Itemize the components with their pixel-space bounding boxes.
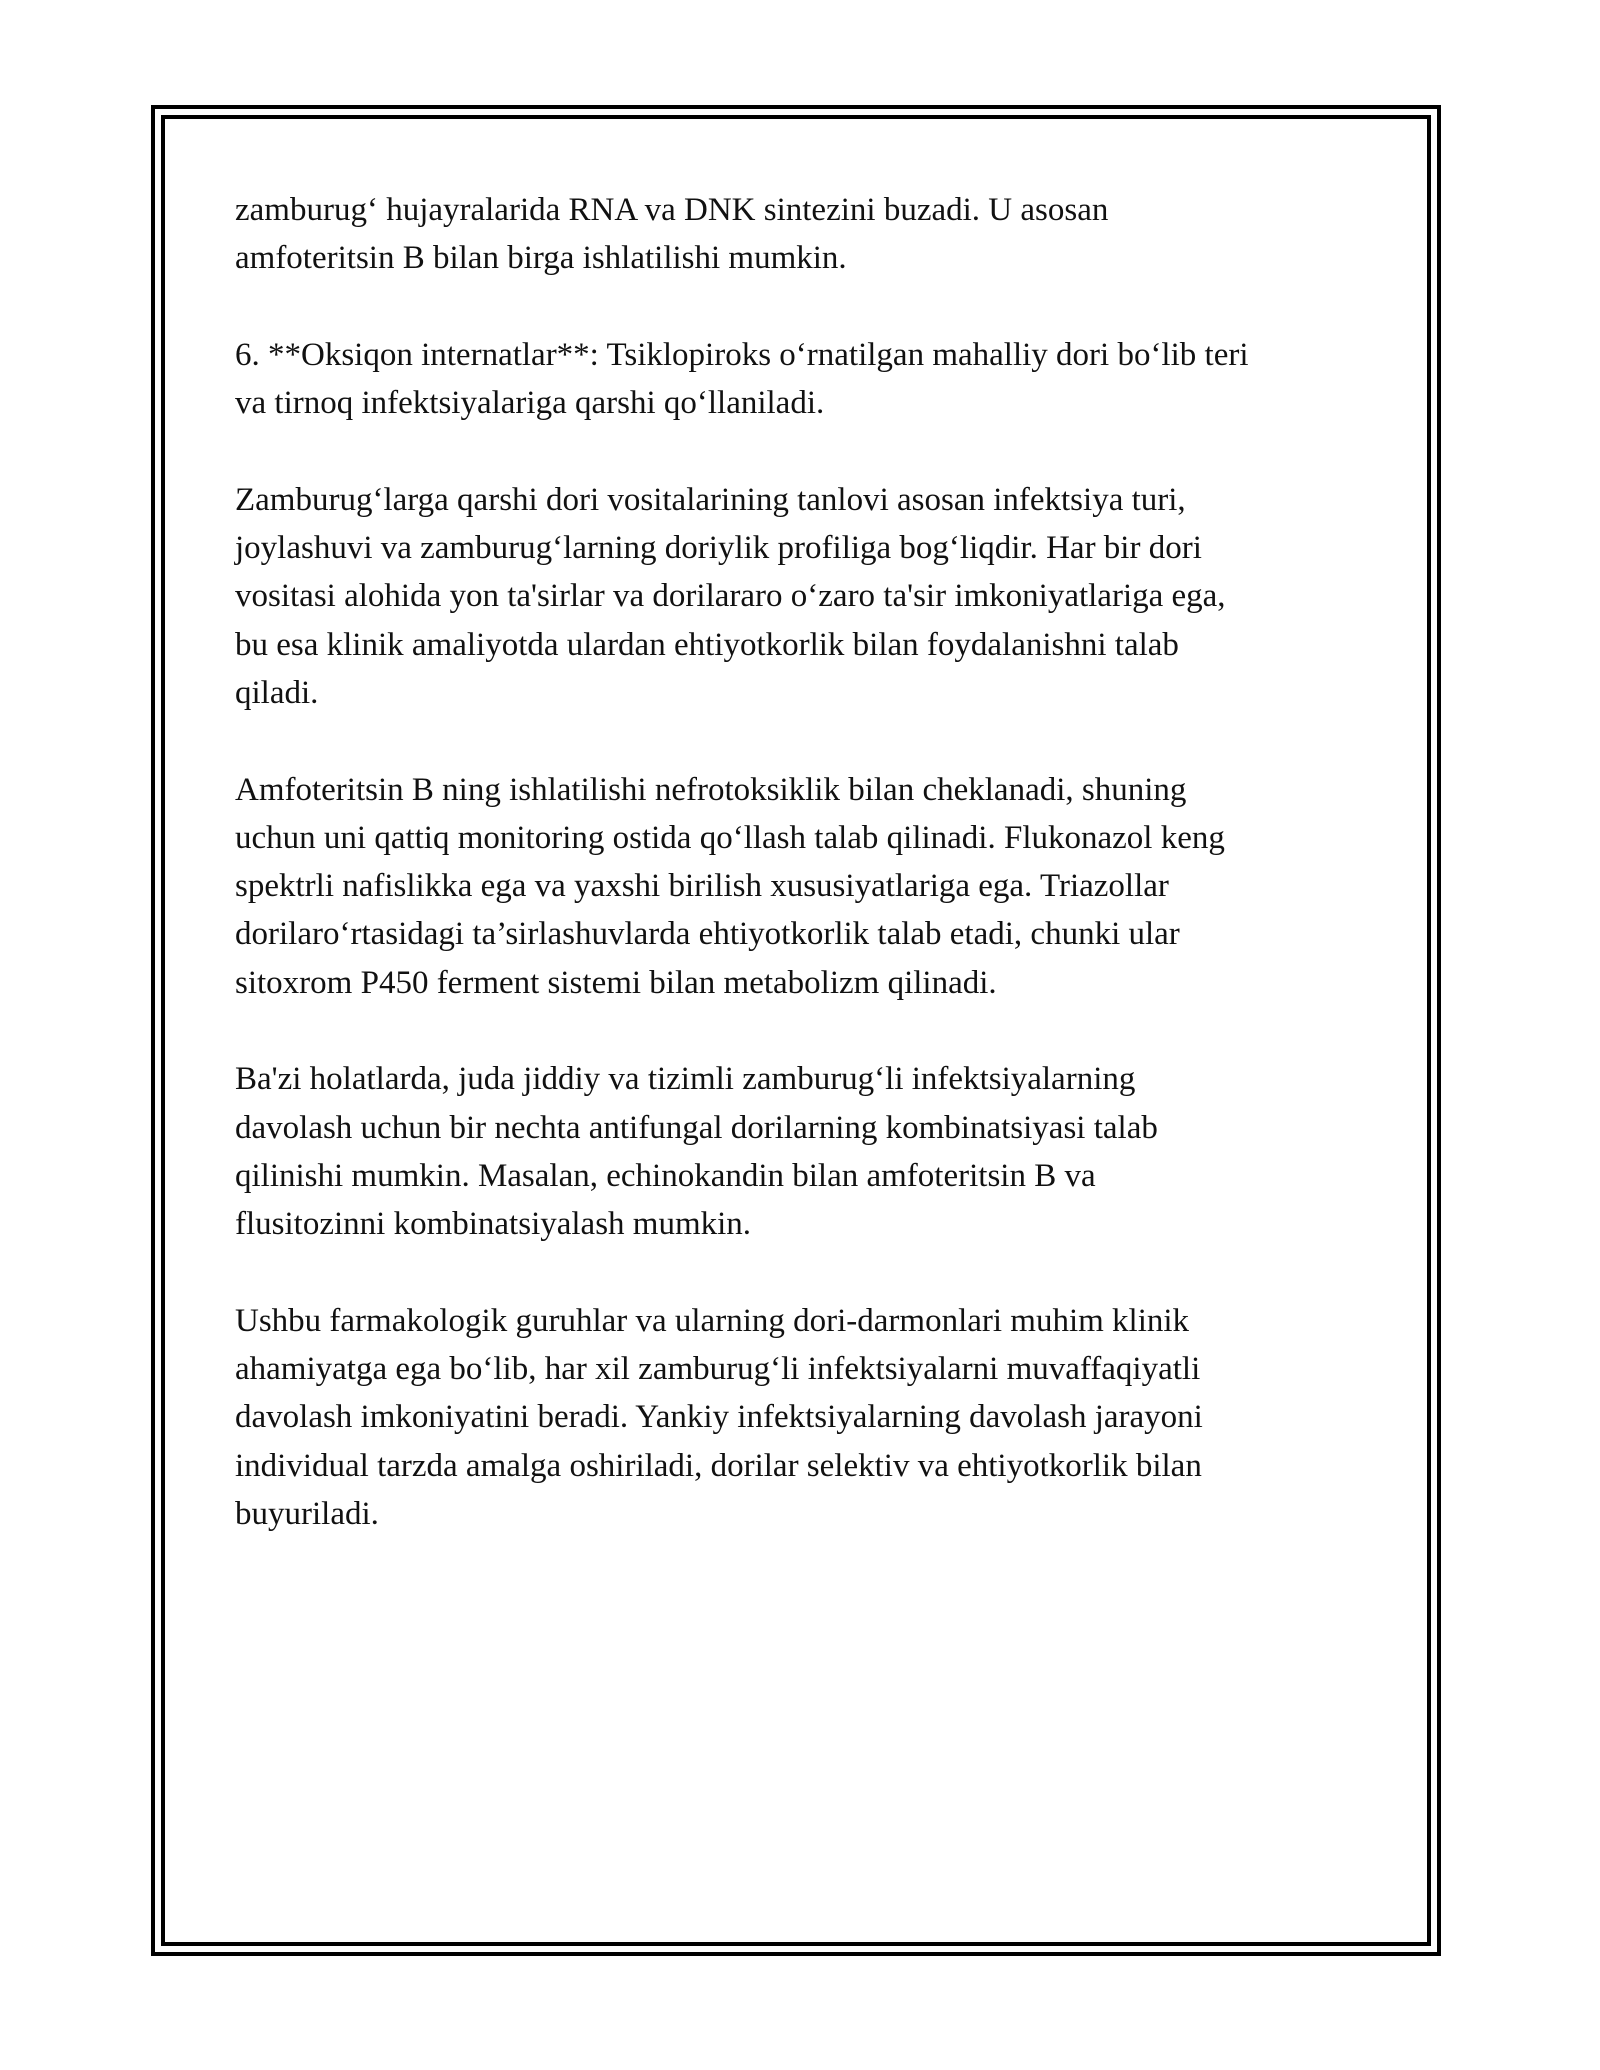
paragraph-conclusion: Ushbu farmakologik guruhlar va ularning dori-darmonlari muhim klinik ahamiyatga ega bo‘lib, har xil zamburug‘li infektsiyalarni muvaffaqiyatli davolash imkoniyatini beradi. Yankiy infektsiyalarning davolash jarayoni individual tarzda amalga oshiriladi, dorilar selektiv va ehtiyotkorlik bilan buyuriladi. xyxy=(235,1302,1203,1533)
document-body xyxy=(235,186,1375,1587)
paragraph-selection-criteria: Zamburug‘larga qarshi dori vositalarining tanlovi asosan infektsiya turi, joylashuvi va zamburug‘larning doriylik profiliga bog‘liqdir. Har bir dori vositasi alohida yon ta'sirlar va dorilararo o‘zaro ta'sir imkoniyatlariga ega, bu esa klinik amaliyotda ulardan ehtiyotkorlik bilan foydalanishni talab qiladi. xyxy=(235,481,1226,711)
paragraph-list-item-6: 6. **Oksiqon internatlar**: Tsiklopiroks o‘rnatilgan mahalliy dori bo‘lib teri va tirnoq infektsiyalariga qarshi qo‘llaniladi. xyxy=(235,336,1249,422)
paragraph-continuation: zamburug‘ hujayralarida RNA va DNK sintezini buzadi. U asosan amfoteritsin B bilan birga ishlatilishi mumkin. xyxy=(235,192,1109,277)
paragraph-combination-therapy: Ba'zi holatlarda, juda jiddiy va tizimli zamburug‘li infektsiyalarning davolash uchun bir nechta antifungal dorilarning kombinatsiyasi talab qilinishi mumkin. Masalan, echinokandin bilan amfoteritsin B va flusitozinni kombinatsiyalash mumkin. xyxy=(235,1061,1158,1243)
paragraph-amphotericin: Amfoteritsin B ning ishlatilishi nefrotoksiklik bilan cheklanadi, shuning uchun uni qattiq monitoring ostida qo‘llash talab qilinadi. Flukonazol keng spektrli nafislikka ega va yaxshi birilish xususiyatlariga ega. Triazollar dorilaro‘rtasidagi ta’sirlashuvlarda ehtiyotkorlik talab etadi, chunki ular sitoxrom P450 ferment sistemi bilan metabolizm qilinadi. xyxy=(235,771,1225,1001)
